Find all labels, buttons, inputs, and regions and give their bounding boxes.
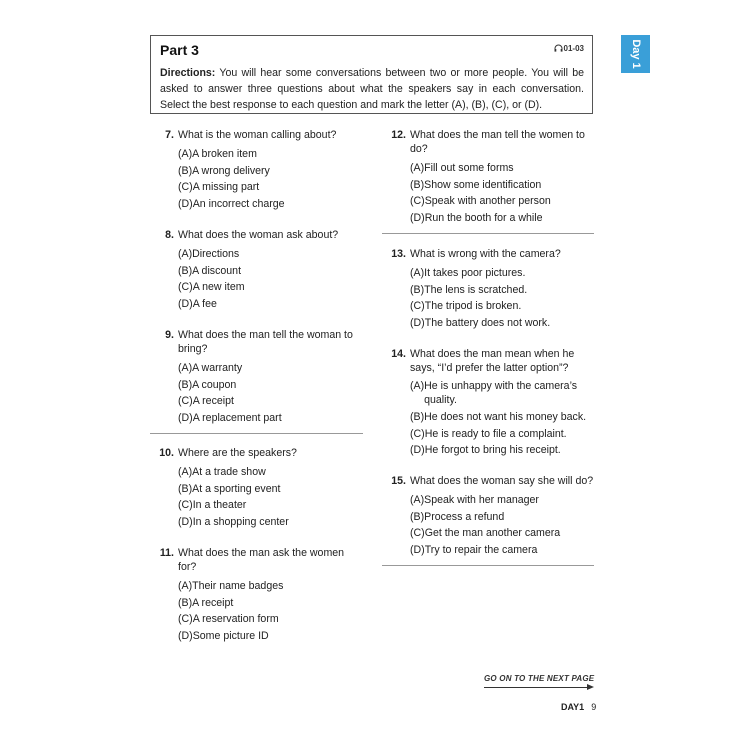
divider (382, 565, 594, 566)
question-10 (150, 446, 360, 531)
option-a[interactable]: (A) At a trade show (178, 466, 266, 478)
question-number: 14. (391, 348, 406, 360)
directions-body: You will hear some conversations between two or more people. You will be asked to answer three questions about what the speakers say in each conversation. Select the best response to each question and mark the letter (A), (B), (C), or (D). (160, 67, 584, 111)
option-d[interactable]: (D) A fee (178, 298, 217, 311)
question-text: What does the man mean when he says, “I’d prefer the latter option”? (410, 348, 575, 374)
option-b[interactable]: (B) A wrong delivery (178, 164, 270, 177)
option-a[interactable]: (A) It takes poor pictures. (410, 267, 526, 279)
question-number: 15. (391, 475, 406, 487)
option-a[interactable]: (A) A warranty (178, 362, 243, 374)
option-a[interactable]: (A) Their name badges (178, 580, 284, 592)
question-number: 7. (165, 129, 174, 141)
option-d[interactable]: (D) Try to repair the camera (410, 544, 538, 557)
option-c[interactable]: (C) The tripod is broken. (410, 300, 522, 313)
option-b[interactable]: (B) Process a refund (410, 510, 505, 523)
part-title: Part 3 (160, 42, 199, 58)
track-number: 01-03 (563, 44, 584, 53)
option-b[interactable]: (B) Show some identification (410, 178, 542, 191)
option-c[interactable]: (C) A new item (178, 281, 245, 294)
question-text: What does the man tell the woman to bring? (178, 329, 353, 355)
option-d[interactable]: (D) Run the booth for a while (410, 212, 543, 225)
question-text: What does the man tell the women to do? (410, 129, 585, 155)
page-footer (561, 702, 596, 712)
option-b[interactable]: (B) A receipt (178, 596, 234, 609)
question-11 (150, 546, 360, 645)
option-d[interactable]: (D) He forgot to bring his receipt. (410, 444, 561, 457)
day-tab-label: Day 1 (629, 39, 642, 69)
question-number: 12. (391, 129, 406, 141)
option-c[interactable]: (C) He is ready to file a complaint. (410, 427, 567, 440)
option-d[interactable]: (D) The battery does not work. (410, 317, 551, 330)
question-8 (150, 228, 360, 313)
option-d[interactable]: (D) A replacement part (178, 412, 282, 425)
arrow-right-icon (587, 684, 594, 690)
option-b[interactable]: (B) A discount (178, 264, 242, 277)
option-b[interactable]: (B) He does not want his money back. (410, 411, 587, 423)
question-text: What is the woman calling about? (178, 129, 337, 141)
question-14 (382, 347, 594, 459)
divider (150, 433, 363, 434)
question-number: 9. (165, 329, 174, 341)
question-text: What is wrong with the camera? (410, 248, 561, 260)
question-12 (382, 128, 594, 227)
option-a[interactable]: (A) Directions (178, 248, 240, 260)
divider (382, 233, 594, 234)
option-c[interactable]: (C) In a theater (178, 499, 247, 512)
question-text: What does the woman ask about? (178, 229, 339, 241)
headphones-icon (554, 44, 563, 52)
option-c[interactable]: (C) A missing part (178, 181, 260, 194)
question-7 (150, 128, 360, 213)
footer-day: DAY1 (561, 702, 585, 712)
option-b[interactable]: (B) The lens is scratched. (410, 283, 528, 296)
option-c[interactable]: (C) A receipt (178, 395, 234, 408)
option-a[interactable]: (A) Speak with her manager (410, 494, 539, 506)
option-d[interactable]: (D) In a shopping center (178, 516, 289, 529)
directions-text (160, 65, 584, 113)
question-number: 8. (165, 229, 174, 241)
option-c[interactable]: (C) Get the man another camera (410, 527, 561, 540)
question-number: 10. (159, 447, 174, 459)
option-b[interactable]: (B) At a sporting event (178, 482, 281, 495)
option-d[interactable]: (D) An incorrect charge (178, 198, 285, 211)
option-a[interactable]: (A) Fill out some forms (410, 162, 514, 174)
audio-track (554, 44, 584, 53)
option-c[interactable]: (C) Speak with another person (410, 195, 551, 208)
question-number: 11. (159, 547, 174, 559)
question-number: 13. (391, 248, 406, 260)
option-a[interactable]: (A) A broken item (178, 148, 257, 160)
day-tab (621, 35, 650, 73)
question-9 (150, 328, 360, 427)
next-page-label: GO ON TO THE NEXT PAGE (484, 674, 595, 683)
option-c[interactable]: (C) A reservation form (178, 613, 279, 626)
directions-box (150, 35, 593, 114)
option-b[interactable]: (B) A coupon (178, 378, 237, 391)
page-number: 9 (591, 702, 597, 712)
question-text: What does the woman say she will do? (410, 475, 594, 487)
next-page-arrow-line (484, 687, 588, 688)
question-13 (382, 247, 594, 332)
option-d[interactable]: (D) Some picture ID (178, 630, 269, 643)
question-text: Where are the speakers? (178, 447, 297, 459)
question-15 (382, 474, 594, 559)
option-a[interactable]: (A) He is unhappy with the camera’s quality. (410, 380, 578, 406)
directions-label: Directions: (160, 67, 216, 79)
question-text: What does the man ask the women for? (178, 547, 345, 573)
